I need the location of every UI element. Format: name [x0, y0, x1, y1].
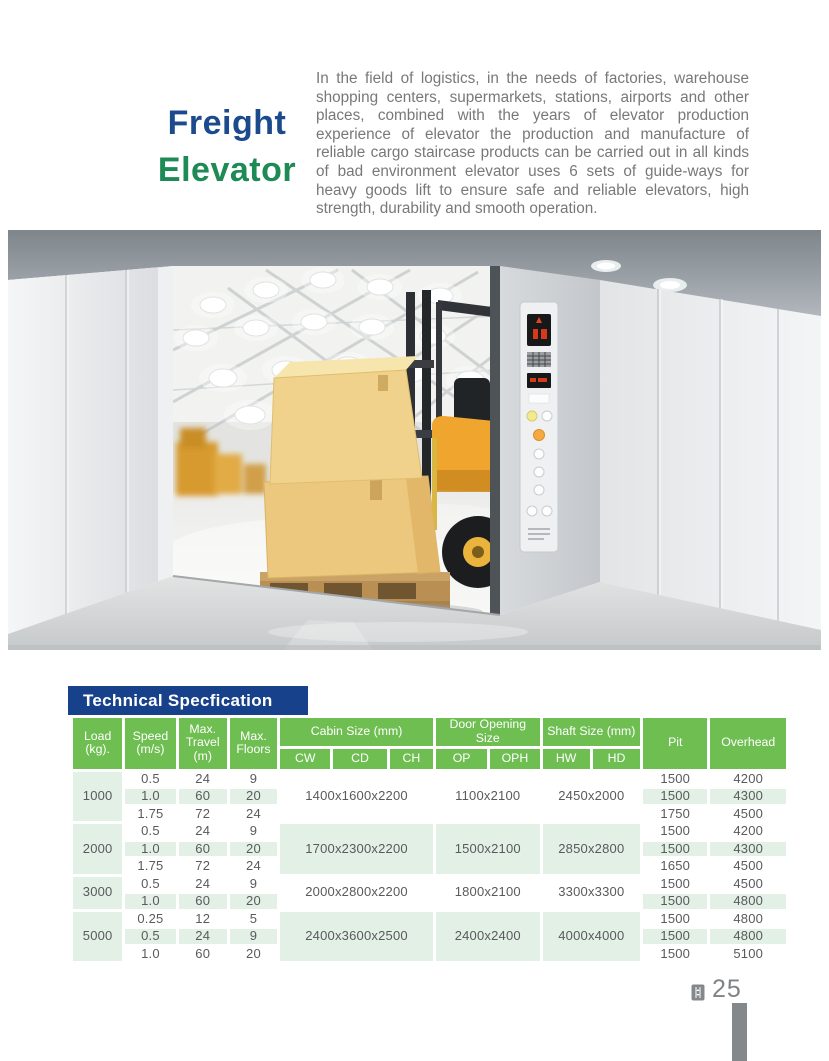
cell-shaft: 4000x4000: [541, 910, 642, 963]
spec-table: [70, 715, 789, 964]
cell-floors: 5: [228, 910, 278, 928]
cell-pit: 1500: [642, 928, 709, 946]
cell-speed: 1.0: [124, 945, 177, 963]
cell-speed: 0.5: [124, 823, 177, 841]
col-header-op: OP: [434, 747, 488, 770]
cell-shaft: 3300x3300: [541, 875, 642, 910]
elevator-right-wall: [600, 280, 821, 630]
page-title: [138, 100, 316, 194]
cell-speed: 1.0: [124, 893, 177, 911]
table-row: [72, 910, 788, 928]
page-title-line1: Freight: [167, 104, 287, 142]
cell-travel: 24: [177, 770, 228, 788]
col-header-floors: Max. Floors: [228, 717, 278, 771]
cell-floors: 20: [228, 893, 278, 911]
cell-pit: 1650: [642, 858, 709, 876]
cell-overhead: 4300: [709, 840, 788, 858]
cell-speed: 0.5: [124, 770, 177, 788]
cell-load: 2000: [72, 823, 124, 876]
cell-floors: 20: [228, 788, 278, 806]
col-header-door: Door Opening Size: [434, 717, 541, 748]
cell-travel: 72: [177, 805, 228, 823]
cell-travel: 60: [177, 893, 228, 911]
col-header-hd: HD: [591, 747, 641, 770]
table-row: [72, 770, 788, 788]
cell-pit: 1500: [642, 893, 709, 911]
cell-travel: 24: [177, 823, 228, 841]
cell-travel: 60: [177, 945, 228, 963]
cell-overhead: 4500: [709, 858, 788, 876]
cell-pit: 1500: [642, 840, 709, 858]
col-header-cd: CD: [332, 747, 388, 770]
cell-floors: 24: [228, 858, 278, 876]
cell-overhead: 5100: [709, 945, 788, 963]
cell-pit: 1500: [642, 875, 709, 893]
cell-speed: 1.0: [124, 840, 177, 858]
cell-speed: 0.25: [124, 910, 177, 928]
page-title-line2: Elevator: [157, 151, 297, 189]
cell-overhead: 4800: [709, 928, 788, 946]
cell-cabin: 1700x2300x2200: [279, 823, 435, 876]
cell-floors: 9: [228, 770, 278, 788]
col-header-ch: CH: [388, 747, 434, 770]
cell-door: 1100x2100: [434, 770, 541, 823]
cell-travel: 12: [177, 910, 228, 928]
cell-overhead: 4800: [709, 893, 788, 911]
cell-load: 3000: [72, 875, 124, 910]
cell-floors: 24: [228, 805, 278, 823]
cell-overhead: 4300: [709, 788, 788, 806]
intro-paragraph: In the field of logistics, in the needs of factories, warehouse shopping centers, supermarkets, stations, airports and other places, combined with the years of elevator production experience of elevator the production and manufacture of reliable cargo staircase products can be carried out in all kinds of bad environment elevator uses 6 sets of guide-ways for heavy goods lift to ensure safe and reliable elevators, high strength, durability and smooth operation.: [316, 70, 749, 218]
cell-floors: 20: [228, 840, 278, 858]
freight-elevator-photo: [8, 230, 821, 650]
cell-floors: 20: [228, 945, 278, 963]
cell-travel: 24: [177, 928, 228, 946]
cell-pit: 1750: [642, 805, 709, 823]
cell-floors: 9: [228, 928, 278, 946]
col-header-oph: OPH: [489, 747, 541, 770]
speaker-grille: [527, 352, 551, 367]
table-row: [72, 875, 788, 893]
car-operating-panel-column: [500, 266, 600, 615]
cell-shaft: 2850x2800: [541, 823, 642, 876]
cell-door: 1500x2100: [434, 823, 541, 876]
cell-pit: 1500: [642, 823, 709, 841]
cell-speed: 1.75: [124, 858, 177, 876]
cell-door: 1800x2100: [434, 875, 541, 910]
col-header-load: Load (kg).: [72, 717, 124, 771]
cell-pit: 1500: [642, 788, 709, 806]
cell-overhead: 4200: [709, 823, 788, 841]
cell-pit: 1500: [642, 945, 709, 963]
elevator-scene-illustration: [8, 230, 821, 650]
col-header-pit: Pit: [642, 717, 709, 771]
cell-floors: 9: [228, 875, 278, 893]
cell-pit: 1500: [642, 770, 709, 788]
col-header-overhead: Overhead: [709, 717, 788, 771]
cell-speed: 1.75: [124, 805, 177, 823]
cell-speed: 0.5: [124, 875, 177, 893]
cell-speed: 0.5: [124, 928, 177, 946]
page-number: 25: [712, 975, 742, 1003]
col-header-cabin: Cabin Size (mm): [279, 717, 435, 748]
cell-cabin: 2000x2800x2200: [279, 875, 435, 910]
cell-overhead: 4500: [709, 875, 788, 893]
cell-cabin: 2400x3600x2500: [279, 910, 435, 963]
cell-travel: 72: [177, 858, 228, 876]
col-header-speed: Speed (m/s): [124, 717, 177, 771]
cell-door: 2400x2400: [434, 910, 541, 963]
cell-load: 1000: [72, 770, 124, 823]
elevator-left-wall: [8, 266, 173, 634]
warehouse-scene: [158, 266, 528, 622]
cell-pit: 1500: [642, 910, 709, 928]
table-row: [72, 823, 788, 841]
cell-travel: 60: [177, 840, 228, 858]
col-header-cw: CW: [279, 747, 332, 770]
control-panel: [520, 302, 558, 552]
section-header-label: Technical Specfication: [83, 690, 273, 710]
cell-travel: 60: [177, 788, 228, 806]
cell-cabin: 1400x1600x2200: [279, 770, 435, 823]
col-header-hw: HW: [541, 747, 591, 770]
cell-overhead: 4800: [709, 910, 788, 928]
cell-overhead: 4200: [709, 770, 788, 788]
cell-load: 5000: [72, 910, 124, 963]
cell-overhead: 4500: [709, 805, 788, 823]
footer-tab-bar: [732, 1003, 747, 1061]
section-header-bar: [68, 686, 308, 715]
cell-speed: 1.0: [124, 788, 177, 806]
col-header-shaft: Shaft Size (mm): [541, 717, 642, 748]
spec-table-wrap: [70, 715, 789, 964]
door-edge: [490, 266, 500, 615]
col-header-travel: Max. Travel (m): [177, 717, 228, 771]
cell-travel: 24: [177, 875, 228, 893]
cell-floors: 9: [228, 823, 278, 841]
cell-shaft: 2450x2000: [541, 770, 642, 823]
elevator-icon: [691, 984, 705, 1006]
